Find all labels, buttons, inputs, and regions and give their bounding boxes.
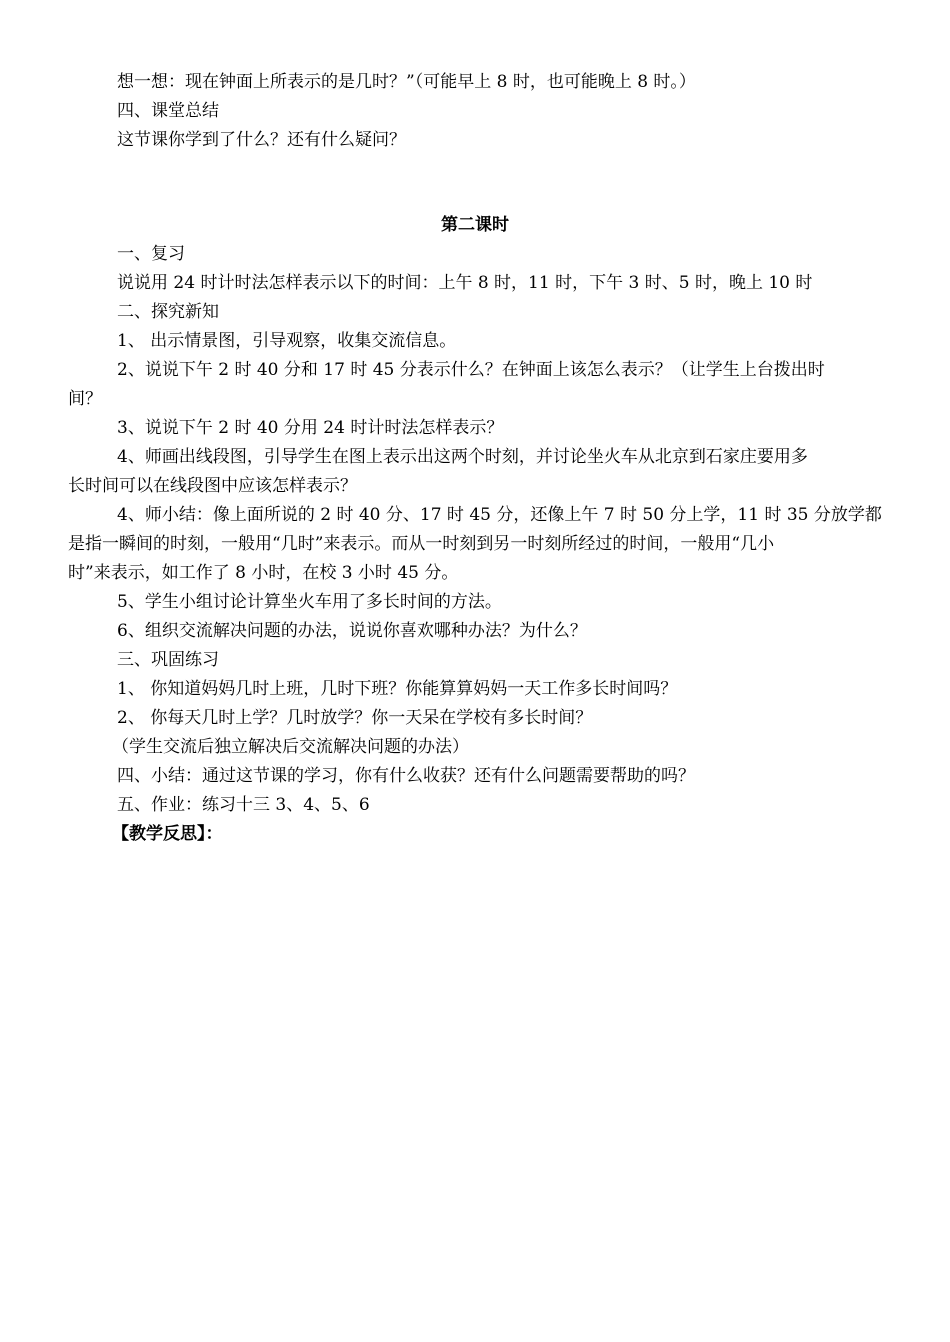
section-heading: 四、课堂总结: [117, 101, 219, 121]
text-line: 这节课你学到了什么？还有什么疑问？: [117, 130, 406, 150]
list-item: 4、师小结：像上面所说的 2 时 40 分、17 时 45 分，还像上午 7 时 50 分上学，11 时 35 分放学都: [117, 505, 882, 525]
list-item: 5、学生小组讨论计算坐火车用了多长时间的方法。: [117, 592, 502, 612]
section-heading: 三、巩固练习: [117, 650, 219, 670]
section-heading: 五、作业：练习十三 3、4、5、6: [117, 795, 370, 815]
text-line: 说说用 24 时计时法怎样表示以下的时间：上午 8 时，11 时，下午 3 时、5 时，晚上 10 时: [117, 273, 813, 293]
text-line: 时”来表示，如工作了 8 小时，在校 3 小时 45 分。: [68, 563, 459, 583]
list-item: 3、说说下午 2 时 40 分用 24 时计时法怎样表示？: [117, 418, 504, 438]
list-item: 1、 出示情景图，引导观察，收集交流信息。: [117, 331, 457, 351]
text-line: 间？: [68, 389, 102, 409]
list-item: 2、说说下午 2 时 40 分和 17 时 45 分表示什么？在钟面上该怎么表示？（让学生上台拨出时: [117, 360, 825, 380]
text-line: 长时间可以在线段图中应该怎样表示？: [68, 476, 357, 496]
text-line: 想一想：现在钟面上所表示的是几时？”（可能早上 8 时，也可能晚上 8 时。）: [117, 72, 696, 92]
list-item: 1、 你知道妈妈几时上班，几时下班？你能算算妈妈一天工作多长时间吗？: [117, 679, 678, 699]
list-item: 2、 你每天几时上学？几时放学？你一天呆在学校有多长时间？: [117, 708, 593, 728]
section-heading: 四、小结：通过这节课的学习，你有什么收获？还有什么问题需要帮助的吗？: [117, 766, 695, 786]
reflection-heading: 【教学反思】：: [112, 824, 223, 844]
text-line: 是指一瞬间的时刻，一般用“几时”来表示。而从一时刻到另一时刻所经过的时间，一般用“几小: [68, 534, 775, 554]
list-item: 6、组织交流解决问题的办法，说说你喜欢哪种办法？为什么？: [117, 621, 587, 641]
section-heading: 二、探究新知: [117, 302, 219, 322]
lesson-title: 第二课时: [441, 215, 509, 235]
section-heading: 一、复习: [117, 244, 185, 264]
list-item: 4、师画出线段图，引导学生在图上表示出这两个时刻，并讨论坐火车从北京到石家庄要用多: [117, 447, 808, 467]
text-line: （学生交流后独立解决后交流解决问题的办法）: [112, 737, 469, 757]
